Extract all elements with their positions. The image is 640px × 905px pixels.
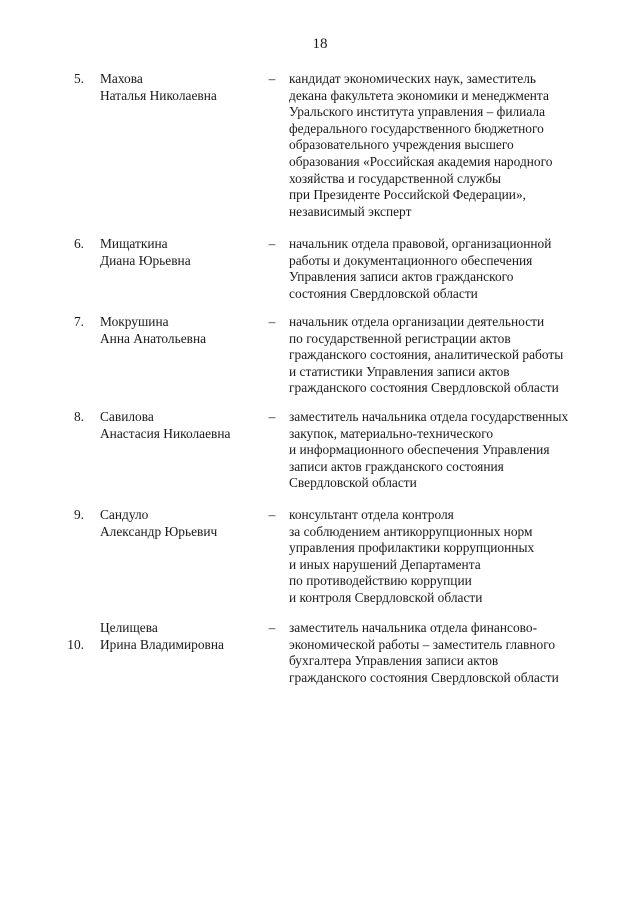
desc-line: образовательного учреждения высшего: [289, 137, 514, 153]
name-line: Наталья Николаевна: [100, 87, 217, 103]
desc-line: состояния Свердловской области: [289, 285, 478, 301]
position-description: [289, 314, 589, 397]
desc-line: управления профилактики коррупционных: [289, 540, 535, 556]
desc-line: по противодействию коррупции: [289, 573, 472, 589]
person-name: [100, 409, 260, 442]
desc-line: и статистики Управления записи актов: [289, 363, 510, 379]
dash-separator: –: [268, 71, 276, 86]
desc-line: федерального государственного бюджетного: [289, 120, 544, 136]
position-description: [289, 507, 589, 607]
page-number: 18: [312, 36, 328, 52]
desc-line: гражданского состояния Свердловской области: [289, 669, 559, 685]
desc-line: экономической работы – заместитель главного: [289, 636, 556, 652]
dash-separator: –: [268, 236, 276, 251]
desc-line: записи актов гражданского состояния: [289, 458, 504, 474]
dash-separator: –: [268, 314, 276, 329]
dash-separator: –: [268, 620, 276, 635]
name-line: Анастасия Николаевна: [100, 425, 231, 441]
name-line: Ирина Владимировна: [100, 636, 224, 652]
position-description: [289, 71, 589, 220]
person-name: [100, 620, 260, 653]
desc-line: бухгалтера Управления записи актов: [289, 653, 499, 669]
entry-number: 5.: [73, 71, 84, 86]
entry-number: 9.: [73, 507, 84, 522]
position-description: [289, 620, 589, 686]
name-line: Целищева: [100, 620, 158, 635]
entry-number: 8.: [73, 409, 84, 424]
position-description: [289, 236, 589, 302]
desc-line: закупок, материально-технического: [289, 425, 494, 441]
entry-number: 7.: [73, 314, 84, 329]
desc-line: и иных нарушений Департамента: [289, 556, 481, 572]
desc-line: гражданского состояния, аналитической работы: [289, 347, 564, 363]
person-name: [100, 71, 260, 104]
desc-line: кандидат экономических наук, заместитель: [289, 71, 537, 86]
desc-line: Свердловской области: [289, 475, 417, 491]
desc-line: заместитель начальника отдела государственных: [289, 409, 569, 424]
dash-separator: –: [268, 409, 276, 424]
desc-line: и контроля Свердловской области: [289, 589, 483, 605]
desc-line: Уральского института управления – филиала: [289, 104, 546, 120]
desc-line: и информационного обеспечения Управления: [289, 442, 550, 458]
desc-line: при Президенте Российской Федерации»,: [289, 187, 526, 203]
name-line: Махова: [100, 71, 143, 86]
desc-line: заместитель начальника отдела финансово-: [289, 620, 538, 635]
name-line: Мокрушина: [100, 314, 169, 329]
desc-line: Управления записи актов гражданского: [289, 269, 514, 285]
name-line: Анна Анатольевна: [100, 330, 207, 346]
desc-line: декана факультета экономики и менеджмента: [289, 87, 549, 103]
name-line: Диана Юрьевна: [100, 252, 191, 268]
position-description: [289, 409, 589, 492]
desc-line: по государственной регистрации актов: [289, 330, 511, 346]
desc-line: хозяйства и государственной службы: [289, 170, 502, 186]
desc-line: гражданского состояния Свердловской области: [289, 380, 559, 396]
entry-number: 10.: [67, 636, 84, 652]
name-line: Александр Юрьевич: [100, 523, 218, 539]
desc-line: работы и документационного обеспечения: [289, 252, 533, 268]
desc-line: начальник отдела правовой, организационной: [289, 236, 552, 251]
desc-line: образования «Российская академия народного: [289, 153, 553, 169]
person-name: [100, 314, 260, 347]
desc-line: независимый эксперт: [289, 203, 412, 219]
name-line: Мищаткина: [100, 236, 168, 251]
name-line: Сандуло: [100, 507, 149, 522]
person-name: [100, 507, 260, 540]
desc-line: начальник отдела организации деятельности: [289, 314, 545, 329]
dash-separator: –: [268, 507, 276, 522]
entry-number: 6.: [73, 236, 84, 251]
name-line: Савилова: [100, 409, 154, 424]
desc-line: за соблюдением антикоррупционных норм: [289, 523, 533, 539]
desc-line: консультант отдела контроля: [289, 507, 454, 522]
person-name: [100, 236, 260, 269]
